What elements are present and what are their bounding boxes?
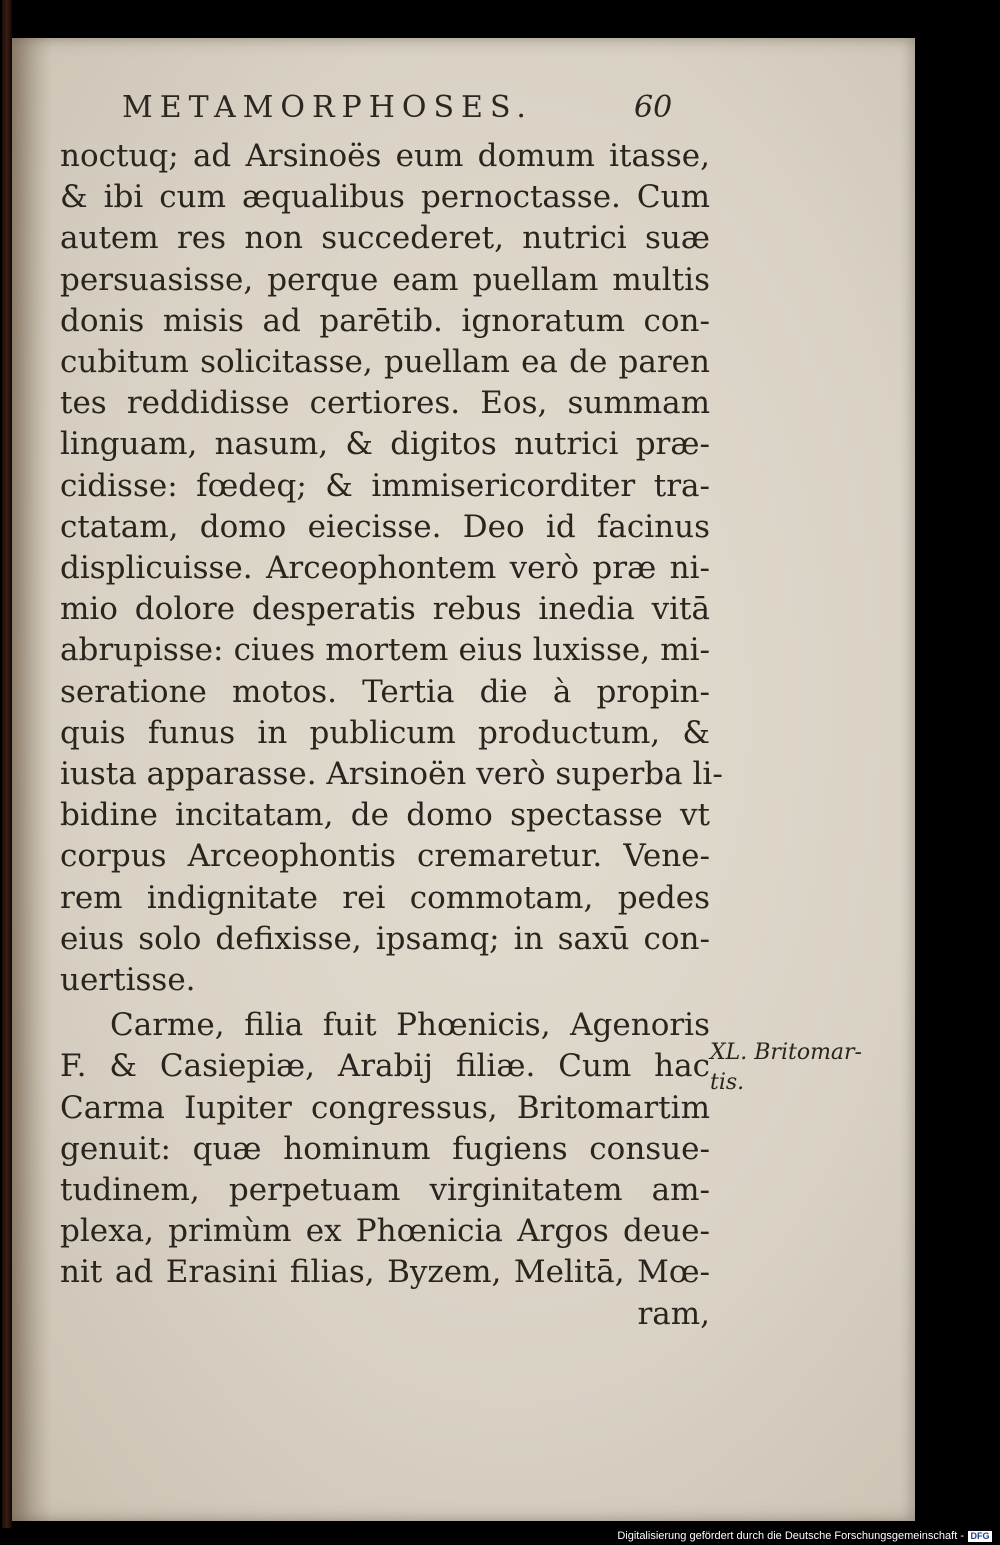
- text-line: seratione motos. Tertia die à propin-: [60, 673, 710, 710]
- text-line: displicuisse. Arceophontem verò præ ni-: [60, 550, 710, 587]
- text-line: rem indignitate rei commotam, pedes: [60, 879, 710, 916]
- text-line: donis misis ad parētib. ignoratum con-: [60, 302, 710, 339]
- text-line: Carme, filia fuit Phœnicis, Agenoris: [110, 1007, 710, 1044]
- text-line: & ibi cum æqualibus pernoctasse. Cum: [60, 179, 710, 216]
- text-line: ctatam, domo eiecisse. Deo id facinus: [60, 508, 710, 545]
- text-line: genuit: quæ hominum fugiens consue-: [60, 1130, 710, 1167]
- text-line: noctuq; ad Arsinoës eum domum itasse,: [60, 138, 710, 174]
- text-line: Carma Iupiter congressus, Britomartim: [60, 1089, 710, 1126]
- text-line: quis funus in publicum productum, &: [60, 714, 710, 751]
- book-spine-edge: [2, 0, 12, 1545]
- text-line: cidisse: fœdeq; & immisericorditer tra-: [60, 467, 710, 504]
- marginal-note-line: XL. Britomar-: [710, 1040, 862, 1065]
- marginal-note: [710, 1038, 900, 1098]
- book-page: [12, 38, 915, 1521]
- text-line: linguam, nasum, & digitos nutrici præ-: [60, 426, 710, 463]
- gutter-shadow: [12, 38, 52, 1521]
- text-line: uertisse.: [60, 962, 196, 999]
- main-text-block: [60, 136, 723, 1335]
- text-line: corpus Arceophontis cremaretur. Vene-: [60, 838, 710, 875]
- catchword: ram,: [637, 1295, 710, 1332]
- text-line: abrupisse: ciues mortem eius luxisse, mi-: [60, 632, 710, 669]
- text-line: persuasisse, perque eam puellam multis: [60, 261, 710, 298]
- text-line: bidine incitatam, de domo spectasse vt: [60, 797, 710, 834]
- dfg-logo: DFG: [968, 1531, 992, 1542]
- page-number: 60: [634, 90, 673, 125]
- text-line: F. & Casiepiæ, Arabij filiæ. Cum hac: [60, 1048, 710, 1085]
- text-line: tudinem, perpetuam virginitatem am-: [60, 1172, 710, 1209]
- text-line: mio dolore desperatis rebus inedia vitā: [60, 591, 710, 628]
- text-line: cubitum solicitasse, puellam ea de paren: [60, 344, 710, 381]
- text-line: tes reddidisse certiores. Eos, summam: [60, 385, 710, 422]
- funding-credit: Digitalisierung gefördert durch die Deutsche Forschungsgemeinschaft -: [617, 1530, 964, 1542]
- text-line: iusta apparasse. Arsinoën verò superba li-: [60, 756, 723, 793]
- text-line: plexa, primùm ex Phœnicia Argos deue-: [60, 1213, 710, 1250]
- text-line: eius solo defixisse, ipsamq; in saxū con-: [60, 920, 710, 957]
- running-title: METAMORPHOSES.: [122, 90, 533, 125]
- text-line: autem res non succederet, nutrici suæ: [60, 220, 710, 257]
- text-line: nit ad Erasini filias, Byzem, Melitā, Mœ-: [60, 1254, 710, 1291]
- marginal-note-line: tis.: [710, 1070, 745, 1095]
